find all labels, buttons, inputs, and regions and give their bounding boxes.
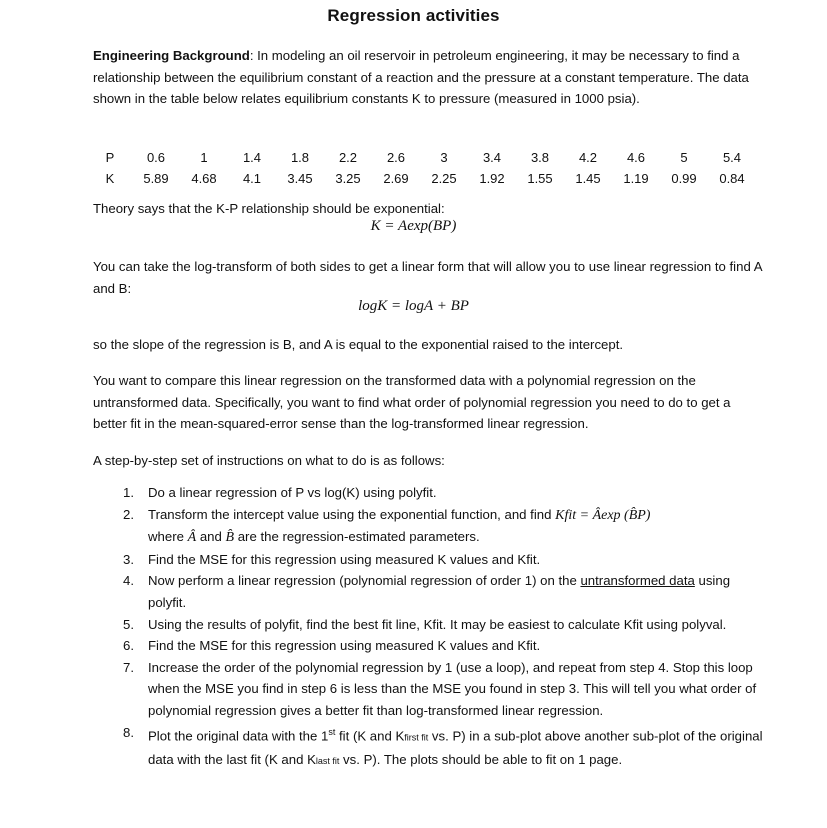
k-label: K bbox=[105, 171, 115, 186]
step-text: vs. P). The plots should be able to fit on 1 page. bbox=[339, 751, 623, 767]
step-item bbox=[93, 635, 763, 657]
k-row bbox=[88, 168, 756, 189]
step-text: and bbox=[196, 529, 226, 545]
page-title: Regression activities bbox=[327, 6, 500, 25]
step-text: Transform the intercept value using the exponential function, and find bbox=[148, 506, 556, 522]
p-value: 0.6 bbox=[146, 150, 166, 165]
background-text: : In modeling an oil reservoir in petroleum engineering, it may be necessary to find a relationship between the equilibrium constant of a reaction and the pressure at a constant temperature. The data shown in the table below relates equilibrium constants K to pressure (measured in 1000 psia). bbox=[93, 48, 749, 107]
k-value: 2.69 bbox=[383, 171, 409, 186]
k-value: 0.99 bbox=[671, 171, 697, 186]
p-value: 3 bbox=[440, 150, 448, 165]
p-value: 4.6 bbox=[626, 150, 646, 165]
step-list bbox=[93, 482, 763, 772]
k-value: 5.89 bbox=[143, 171, 169, 186]
k-value: 3.45 bbox=[287, 171, 313, 186]
step-text: Using the results of polyfit, find the best fit line, Kfit. It may be easiest to calculate Kfit using polyval. bbox=[148, 616, 727, 632]
step-item bbox=[93, 482, 763, 504]
step-item bbox=[93, 570, 763, 613]
step-item bbox=[93, 504, 763, 549]
p-value: 3.4 bbox=[482, 150, 502, 165]
subscript-first-fit: first fit bbox=[404, 731, 429, 742]
p-value: 1 bbox=[200, 150, 208, 165]
p-value: 5.4 bbox=[722, 150, 742, 165]
k-value: 0.84 bbox=[719, 171, 745, 186]
p-value: 3.8 bbox=[530, 150, 550, 165]
step-number: 8. bbox=[123, 724, 134, 740]
step-text: Find the MSE for this regression using measured K values and Kfit. bbox=[148, 551, 541, 567]
compare-paragraph: You want to compare this linear regression on the transformed data with a polynomial regression on the untransformed data. Specifically, you want to find what order of polynomial regression you need to do to get a better fit in the mean-squared-error sense than the log-transformed linear regression. bbox=[93, 373, 731, 432]
step-item bbox=[93, 722, 763, 773]
log-linear-equation: logK = logA + BP bbox=[358, 298, 469, 314]
step-text: Do a linear regression of P vs log(K) using polyfit. bbox=[148, 485, 437, 500]
steps-intro: A step-by-step set of instructions on what to do is as follows: bbox=[93, 453, 445, 468]
k-value: 2.25 bbox=[431, 171, 457, 186]
step-number: 3. bbox=[123, 551, 134, 567]
untransformed-data-emphasis: untransformed data bbox=[580, 573, 695, 589]
p-value: 2.2 bbox=[338, 150, 358, 165]
a-hat-symbol: Â bbox=[187, 530, 197, 546]
k-value: 3.25 bbox=[335, 171, 361, 186]
superscript: st bbox=[328, 726, 336, 737]
engineering-background-paragraph bbox=[93, 45, 763, 110]
theory-text: Theory says that the K-P relationship should be exponential: bbox=[93, 201, 445, 216]
slope-text: so the slope of the regression is B, and A is equal to the exponential raised to the intercept. bbox=[93, 337, 624, 352]
step-text: using polyfit. bbox=[148, 573, 731, 610]
step-text: Find the MSE for this regression using measured K values and Kfit. bbox=[148, 638, 541, 654]
step-number: 4. bbox=[123, 573, 134, 589]
p-value: 2.6 bbox=[386, 150, 406, 165]
log-transform-text: You can take the log-transform of both sides to get a linear form that will allow you to use linear regression to find A and B: bbox=[93, 259, 762, 296]
step-text: are the regression-estimated parameters. bbox=[234, 529, 480, 545]
step-text: Now perform a linear regression (polynomial regression of order 1) on the bbox=[148, 573, 581, 589]
b-hat-symbol: B̂ bbox=[225, 530, 235, 546]
pressure-row bbox=[88, 147, 756, 168]
k-value: 1.19 bbox=[623, 171, 649, 186]
step-text: Increase the order of the polynomial regression by 1 (use a loop), and repeat from step 4. Stop this loop when the MSE you find in step 6 is less than the MSE you found in step 3. This will tell you what order of polynomial regression gives a better fit than log-transformed linear regression. bbox=[148, 659, 757, 718]
p-label: P bbox=[105, 150, 115, 165]
background-heading: Engineering Background bbox=[93, 48, 250, 63]
step-number: 1. bbox=[123, 485, 134, 500]
step-number: 2. bbox=[123, 506, 134, 522]
k-value: 1.92 bbox=[479, 171, 505, 186]
k-value: 4.1 bbox=[242, 171, 262, 186]
p-value: 5 bbox=[680, 150, 688, 165]
p-value: 1.4 bbox=[242, 150, 262, 165]
step-number: 6. bbox=[123, 638, 134, 654]
step-item bbox=[93, 614, 763, 636]
p-value: 4.2 bbox=[578, 150, 598, 165]
pressure-k-table bbox=[88, 147, 756, 189]
step-text: Plot the original data with the 1 bbox=[148, 727, 329, 743]
step-item bbox=[93, 657, 763, 722]
step-text: where bbox=[148, 529, 188, 545]
step-item bbox=[93, 549, 763, 571]
kfit-equation: Kfit = Âexp (B̂P) bbox=[555, 507, 651, 523]
step-number: 5. bbox=[123, 616, 134, 632]
subscript-last-fit: last fit bbox=[315, 755, 340, 766]
exponential-equation: K = Aexp(BP) bbox=[370, 218, 457, 234]
step-number: 7. bbox=[123, 659, 134, 675]
k-value: 4.68 bbox=[191, 171, 217, 186]
step-text: vs. P) in a sub-plot above another sub-plot of the original data with the last fit (K and K bbox=[148, 727, 763, 767]
k-value: 1.55 bbox=[527, 171, 553, 186]
p-value: 1.8 bbox=[290, 150, 310, 165]
step-text: fit (K and K bbox=[335, 727, 405, 743]
k-value: 1.45 bbox=[575, 171, 601, 186]
